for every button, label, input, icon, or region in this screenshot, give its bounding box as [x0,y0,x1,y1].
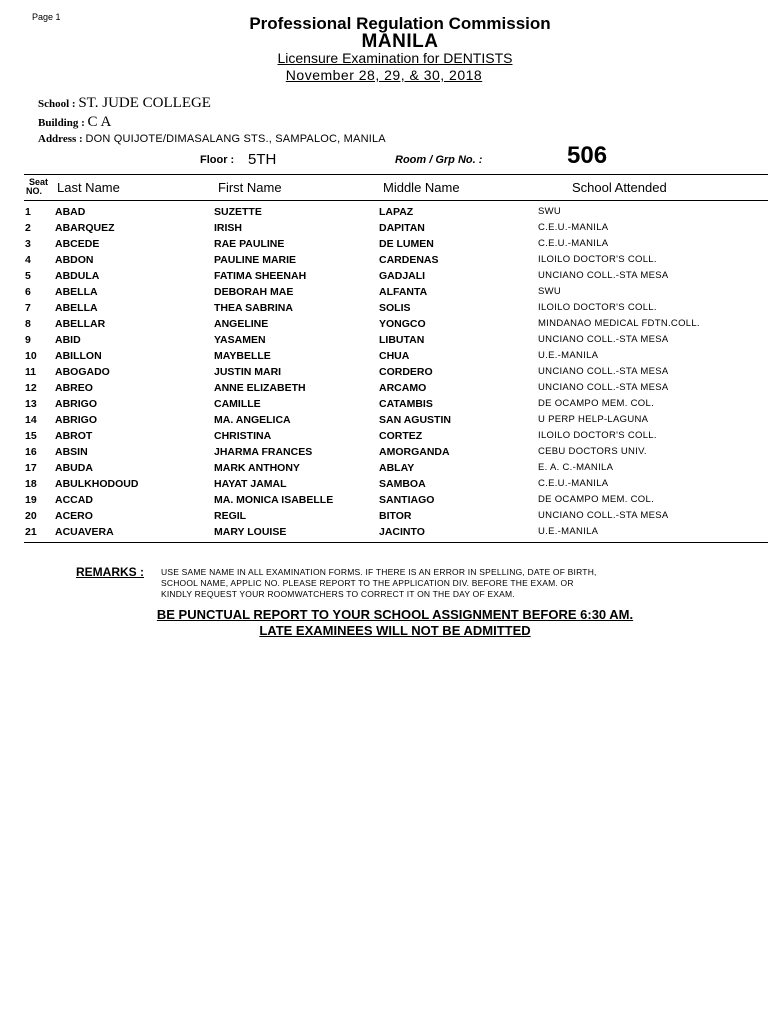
seat-number: 3 [25,238,31,250]
last-name: ABCEDE [55,238,100,250]
middle-name: SOLIS [379,302,411,314]
table-top-rule [24,174,768,175]
seat-number: 5 [25,270,31,282]
remarks-line-3: KINDLY REQUEST YOUR ROOMWATCHERS TO CORRECT IT ON THE DAY OF EXAM. [161,589,515,599]
floor-value: 5TH [248,151,277,168]
middle-name: CATAMBIS [379,398,433,410]
seat-number: 6 [25,286,31,298]
middle-name: AMORGANDA [379,446,450,458]
seat-number: 4 [25,254,31,266]
first-name: THEA SABRINA [214,302,293,314]
first-name: MARK ANTHONY [214,462,300,474]
last-name: ABARQUEZ [55,222,115,234]
middle-name: CHUA [379,350,410,362]
seat-number: 10 [25,350,37,362]
table-row [0,461,768,477]
exam-dates [0,67,768,83]
school-attended: U PERP HELP-LAGUNA [538,414,649,425]
table-row [0,493,768,509]
seat-number: 1 [25,206,31,218]
organization-title: Professional Regulation Commission [249,14,551,33]
school-attended: UNCIANO COLL.-STA MESA [538,510,669,521]
school-attended: E. A. C.-MANILA [538,462,614,473]
last-name: ABID [55,334,81,346]
last-name: ABELLAR [55,318,106,330]
middle-name: JACINTO [379,526,425,538]
address-label: Address : [38,133,83,145]
city-title: MANILA [361,31,439,52]
school-attended: DE OCAMPO MEM. COL. [538,494,655,505]
table-row [0,285,768,301]
first-name: DEBORAH MAE [214,286,294,298]
middle-name: ARCAMO [379,382,427,394]
table-row [0,445,768,461]
middle-name: YONGCO [379,318,426,330]
building-label: Building : [38,117,85,129]
seat-number: 12 [25,382,37,394]
first-name: IRISH [214,222,243,234]
table-row [0,221,768,237]
school-label: School : [38,98,76,110]
seat-number: 15 [25,430,37,442]
first-name: MAYBELLE [214,350,271,362]
middle-name: SAMBOA [379,478,426,490]
middle-name: DE LUMEN [379,238,434,250]
table-row [0,253,768,269]
exam-title [0,50,768,66]
first-name: FATIMA SHEENAH [214,270,307,282]
first-name: YASAMEN [214,334,266,346]
table-row [0,365,768,381]
table-row [0,525,768,541]
table-row [0,205,768,221]
header-middle-name: Middle Name [383,180,460,195]
last-name: ABILLON [55,350,102,362]
seat-number: 8 [25,318,31,330]
first-name: CHRISTINA [214,430,272,442]
floor-label: Floor : [200,154,235,166]
last-name: ABRIGO [55,398,97,410]
page-number: Page 1 [32,12,61,22]
header-seat-line2: NO. [26,186,43,196]
seat-number: 2 [25,222,31,234]
school-attended: CEBU DOCTORS UNIV. [538,446,647,457]
last-name: ABROT [55,430,93,442]
school-info [38,95,211,112]
first-name: JHARMA FRANCES [214,446,313,458]
exam-title-text: Licensure Examination for DENTISTS [277,50,513,66]
school-attended: SWU [538,286,562,297]
last-name: ABDON [55,254,94,266]
last-name: ABAD [55,206,86,218]
last-name: ABSIN [55,446,88,458]
first-name: ANGELINE [214,318,269,330]
table-bottom-rule [24,542,768,543]
address-value: DON QUIJOTE/DIMASALANG STS., SAMPALOC, MANILA [85,133,386,145]
seat-number: 17 [25,462,37,474]
school-attended: U.E.-MANILA [538,350,599,361]
middle-name: SAN AGUSTIN [379,414,451,426]
header-rule [24,200,768,201]
room-label: Room / Grp No. : [395,154,483,166]
middle-name: CORDERO [379,366,433,378]
last-name: ACERO [55,510,93,522]
table-row [0,381,768,397]
last-name: ACCAD [55,494,93,506]
middle-name: ALFANTA [379,286,428,298]
middle-name: BITOR [379,510,412,522]
remarks-line-2: SCHOOL NAME, APPLIC NO. PLEASE REPORT TO THE APPLICATION DIV. BEFORE THE EXAM. OR [161,578,574,588]
first-name: ANNE ELIZABETH [214,382,306,394]
room-value: 506 [567,142,608,169]
examinee-table [0,205,768,541]
last-name: ACUAVERA [55,526,114,538]
last-name: ABELLA [55,286,98,298]
remarks-label: REMARKS : [76,565,144,579]
table-row [0,429,768,445]
seat-number: 18 [25,478,37,490]
school-attended: C.E.U.-MANILA [538,222,609,233]
middle-name: CARDENAS [379,254,439,266]
school-attended: UNCIANO COLL.-STA MESA [538,382,669,393]
first-name: JUSTIN MARI [214,366,282,378]
header-school: School Attended [572,180,667,195]
first-name: HAYAT JAMAL [214,478,287,490]
seat-number: 21 [25,526,37,538]
header-first-name: First Name [218,180,282,195]
seat-number: 9 [25,334,31,346]
school-attended: C.E.U.-MANILA [538,238,609,249]
last-name: ABREO [55,382,93,394]
seat-number: 16 [25,446,37,458]
last-name: ABOGADO [55,366,110,378]
seat-number: 7 [25,302,31,314]
first-name: SUZETTE [214,206,262,218]
seat-number: 19 [25,494,37,506]
school-value: ST. JUDE COLLEGE [78,95,211,111]
remarks-text [161,567,681,600]
seat-number: 13 [25,398,37,410]
last-name: ABUDA [55,462,93,474]
table-row [0,397,768,413]
middle-name: SANTIAGO [379,494,435,506]
school-attended: C.E.U.-MANILA [538,478,609,489]
school-attended: U.E.-MANILA [538,526,599,537]
building-value: C A [87,114,112,130]
middle-name: DAPITAN [379,222,425,234]
table-row [0,333,768,349]
middle-name: ABLAY [379,462,415,474]
school-attended: UNCIANO COLL.-STA MESA [538,270,669,281]
table-row [0,317,768,333]
late-notice: LATE EXAMINEES WILL NOT BE ADMITTED [259,623,531,638]
header-seat [26,178,48,196]
middle-name: LIBUTAN [379,334,425,346]
school-attended: UNCIANO COLL.-STA MESA [538,366,669,377]
header-last-name: Last Name [57,180,120,195]
school-attended: SWU [538,206,562,217]
school-attended: UNCIANO COLL.-STA MESA [538,334,669,345]
last-name: ABRIGO [55,414,97,426]
school-attended: ILOILO DOCTOR'S COLL. [538,430,657,441]
exam-dates-text: November 28, 29, & 30, 2018 [285,67,483,83]
first-name: MA. MONICA ISABELLE [214,494,334,506]
table-row [0,509,768,525]
first-name: MARY LOUISE [214,526,287,538]
table-row [0,413,768,429]
first-name: MA. ANGELICA [214,414,291,426]
first-name: PAULINE MARIE [214,254,297,266]
school-attended: ILOILO DOCTOR'S COLL. [538,302,657,313]
middle-name: CORTEZ [379,430,423,442]
school-attended: ILOILO DOCTOR'S COLL. [538,254,657,265]
table-row [0,477,768,493]
middle-name: LAPAZ [379,206,414,218]
table-row [0,349,768,365]
table-row [0,301,768,317]
first-name: CAMILLE [214,398,261,410]
first-name: RAE PAULINE [214,238,285,250]
last-name: ABDULA [55,270,100,282]
address-info [38,133,386,145]
school-attended: DE OCAMPO MEM. COL. [538,398,655,409]
table-row [0,237,768,253]
school-attended: MINDANAO MEDICAL FDTN.COLL. [538,318,700,329]
building-info [38,114,111,131]
table-row [0,269,768,285]
seat-number: 20 [25,510,37,522]
last-name: ABELLA [55,302,98,314]
seat-number: 14 [25,414,37,426]
last-name: ABULKHODOUD [55,478,139,490]
header-seat-line1: Seat [29,177,49,187]
punctuality-notice: BE PUNCTUAL REPORT TO YOUR SCHOOL ASSIGNMENT BEFORE 6:30 AM. [156,607,634,622]
first-name: REGIL [214,510,247,522]
middle-name: GADJALI [379,270,426,282]
seat-number: 11 [25,366,37,378]
remarks-line-1: USE SAME NAME IN ALL EXAMINATION FORMS. IF THERE IS AN ERROR IN SPELLING, DATE OF BIRTH, [161,567,597,577]
